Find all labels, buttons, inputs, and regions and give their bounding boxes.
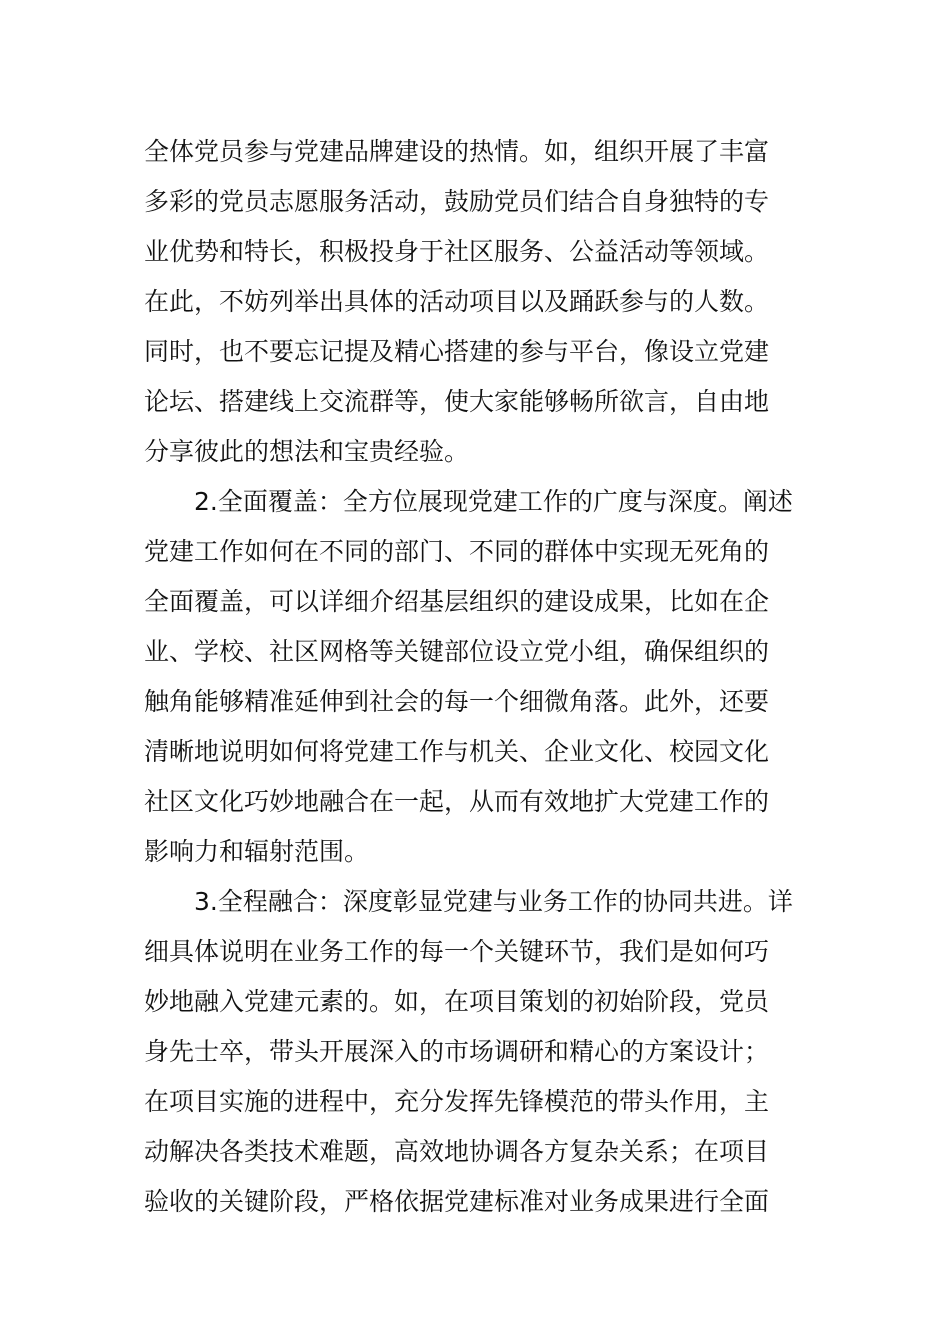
text-line: 全体党员参与党建品牌建设的热情。如，组织开展了丰富: [144, 137, 770, 166]
section-heading-line: 3.全程融合：深度彰显党建与业务工作的协同共进。详: [194, 887, 793, 916]
text-line: 论坛、搭建线上交流群等，使大家能够畅所欲言，自由地: [144, 387, 770, 416]
text-line: 党建工作如何在不同的部门、不同的群体中实现无死角的: [144, 537, 770, 566]
text-line: 细具体说明在业务工作的每一个关键环节，我们是如何巧: [144, 937, 770, 966]
text-line: 验收的关键阶段，严格依据党建标准对业务成果进行全面: [144, 1187, 770, 1216]
text-line: 身先士卒，带头开展深入的市场调研和精心的方案设计；: [144, 1037, 770, 1066]
text-line: 分享彼此的想法和宝贵经验。: [144, 437, 470, 466]
section-heading-line: 2.全面覆盖：全方位展现党建工作的广度与深度。阐述: [194, 487, 793, 516]
text-line: 多彩的党员志愿服务活动，鼓励党员们结合自身独特的专: [144, 187, 770, 216]
text-line: 清晰地说明如何将党建工作与机关、企业文化、校园文化: [144, 737, 770, 766]
body-text: [144, 127, 808, 1227]
text-line: 在项目实施的进程中，充分发挥先锋模范的带头作用，主: [144, 1087, 770, 1116]
text-line: 业优势和特长，积极投身于社区服务、公益活动等领域。: [144, 237, 770, 266]
text-line: 在此，不妨列举出具体的活动项目以及踊跃参与的人数。: [144, 287, 770, 316]
text-line: 同时，也不要忘记提及精心搭建的参与平台，像设立党建: [144, 337, 770, 366]
text-line: 全面覆盖，可以详细介绍基层组织的建设成果，比如在企: [144, 587, 770, 616]
text-line: 业、学校、社区网格等关键部位设立党小组，确保组织的: [144, 637, 770, 666]
text-line: 妙地融入党建元素的。如，在项目策划的初始阶段，党员: [144, 987, 770, 1016]
text-line: 触角能够精准延伸到社会的每一个细微角落。此外，还要: [144, 687, 770, 716]
text-line: 动解决各类技术难题，高效地协调各方复杂关系；在项目: [144, 1137, 770, 1166]
text-line: 社区文化巧妙地融合在一起，从而有效地扩大党建工作的: [144, 787, 770, 816]
text-line: 影响力和辐射范围。: [144, 837, 370, 866]
